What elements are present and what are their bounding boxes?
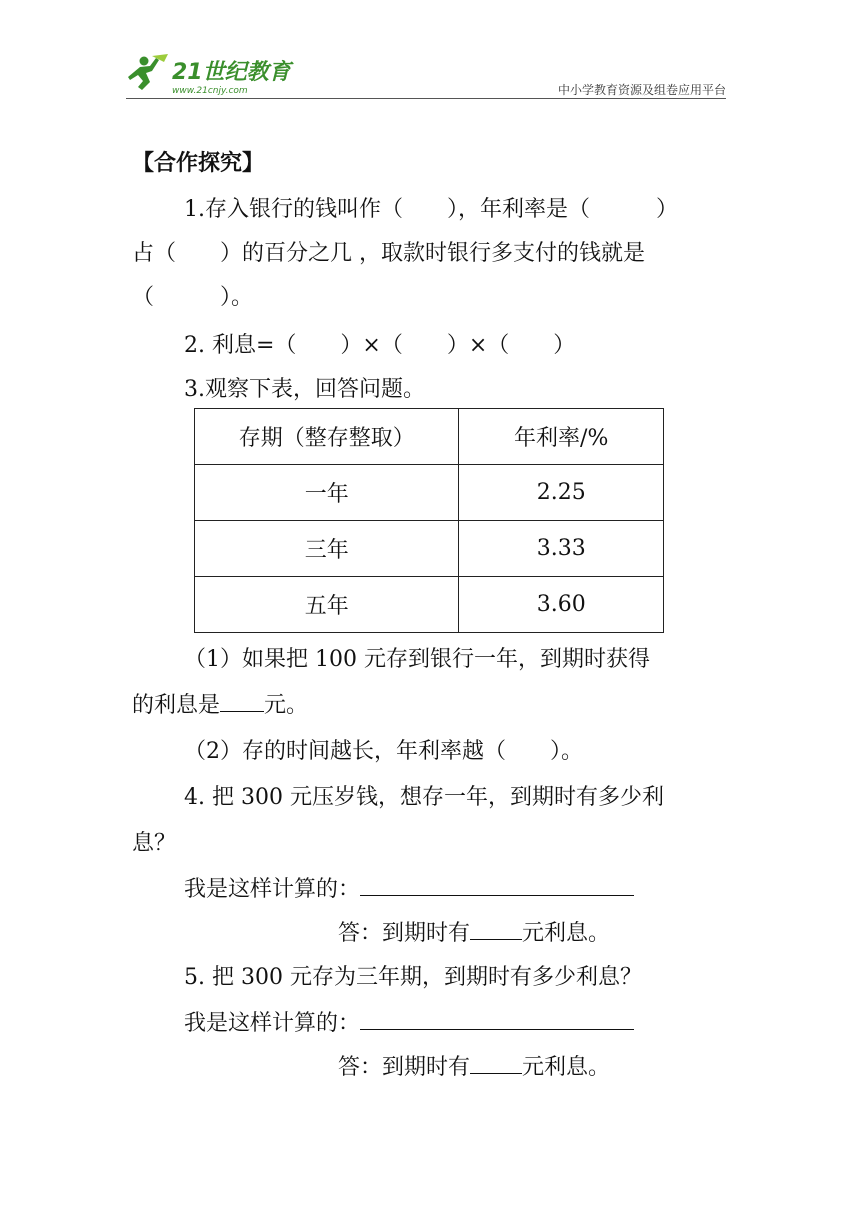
q4-answer-suffix: 元利息。 — [522, 921, 611, 946]
header-divider — [126, 98, 726, 99]
table-header-row — [195, 409, 664, 465]
q3-sub1-line2 — [132, 688, 308, 719]
q5-answer — [338, 1050, 610, 1081]
table-row — [195, 521, 664, 577]
table-cell-rate: 2.25 — [459, 465, 664, 521]
q1-line2: 占（ ）的百分之几 ，取款时银行多支付的钱就是 — [132, 241, 645, 266]
q1-line3: （ ）。 — [132, 285, 254, 310]
q4-answer — [338, 916, 610, 947]
fill-in-blank[interactable] — [470, 1072, 522, 1074]
q5-line1: 5. 把 300 元存为三年期，到期时有多少利息？ — [184, 965, 642, 990]
table-cell-term: 五年 — [195, 577, 459, 633]
q1-line1: 1.存入银行的钱叫作（ ），年利率是（ ） — [184, 197, 678, 222]
q3-sub1-prefix: 的利息是 — [132, 693, 221, 718]
q5-calc-label: 我是这样计算的： — [184, 1011, 361, 1036]
table-header-rate: 年利率/% — [459, 409, 664, 465]
table-row — [195, 577, 664, 633]
table-row — [195, 465, 664, 521]
fill-in-blank[interactable] — [470, 938, 522, 940]
q5-calc — [184, 1006, 634, 1037]
q4-answer-prefix: 答：到期时有 — [338, 921, 471, 946]
table-cell-rate: 3.33 — [459, 521, 664, 577]
q5-answer-prefix: 答：到期时有 — [338, 1055, 471, 1080]
interest-rate-table — [194, 408, 664, 633]
table-header-term: 存期（整存整取） — [195, 409, 459, 465]
q4-line1: 4. 把 300 元压岁钱，想存一年，到期时有多少利 — [184, 785, 664, 810]
logo-url: www.21cnjy.com — [172, 86, 248, 96]
calculation-answer-line[interactable] — [360, 1028, 634, 1030]
table-cell-rate: 3.60 — [459, 577, 664, 633]
table-cell-term: 一年 — [195, 465, 459, 521]
running-figure-icon — [128, 54, 168, 90]
logo-text: 21世纪教育 — [172, 60, 291, 85]
page-header — [126, 52, 726, 102]
table-cell-term: 三年 — [195, 521, 459, 577]
q3-sub1-line1: （1）如果把 100 元存到银行一年，到期时获得 — [184, 647, 650, 672]
q5-answer-suffix: 元利息。 — [522, 1055, 611, 1080]
section-title: 【合作探究】 — [132, 150, 265, 176]
header-tagline: 中小学教育资源及组卷应用平台 — [557, 83, 726, 97]
logo-21cnjy — [126, 52, 326, 98]
q3-intro: 3.观察下表，回答问题。 — [184, 377, 425, 402]
q3-sub2: （2）存的时间越长，年利率越（ ）。 — [184, 739, 583, 764]
calculation-answer-line[interactable] — [360, 894, 634, 896]
fill-in-blank[interactable] — [220, 710, 264, 712]
q3-sub1-suffix: 元。 — [264, 693, 309, 718]
q4-line2: 息？ — [132, 831, 177, 856]
q2-line: 2. 利息=（ ）×（ ）×（ ） — [184, 333, 576, 358]
q4-calc — [184, 872, 634, 903]
q4-calc-label: 我是这样计算的： — [184, 877, 361, 902]
